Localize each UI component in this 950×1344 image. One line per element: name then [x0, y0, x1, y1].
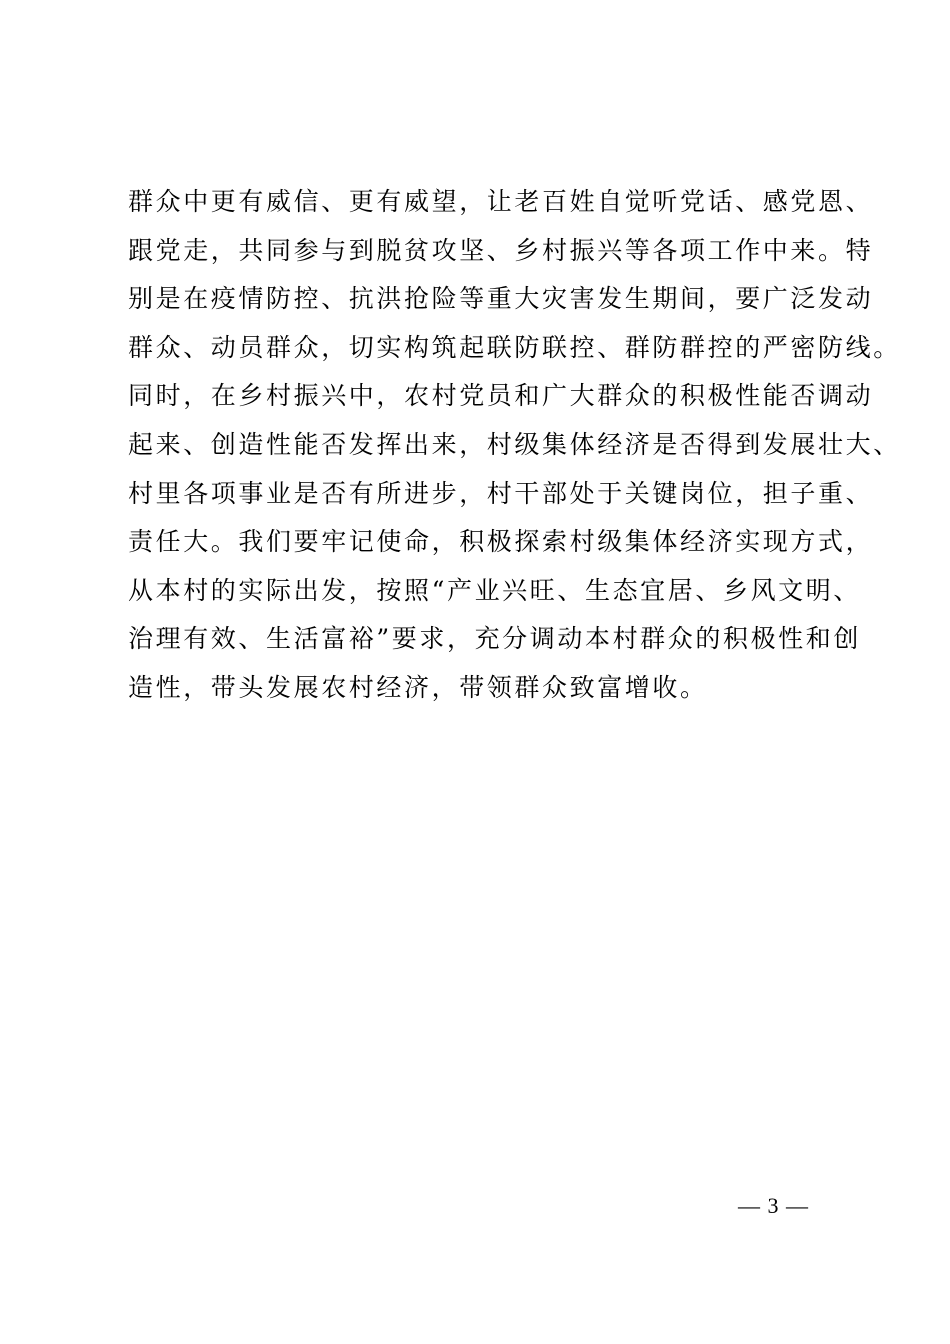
paragraph-line: 群众、动员群众，切实构筑起联防联控、群防群控的严密防线。 [128, 332, 901, 362]
paragraph-line: 跟党走，共同参与到脱贫攻坚、乡村振兴等各项工作中来。特 [128, 235, 874, 265]
paragraph-line: 造性，带头发展农村经济，带领群众致富增收。 [128, 672, 708, 702]
paragraph-line: 从本村的实际出发，按照“产业兴旺、生态宜居、乡风文明、 [128, 575, 861, 605]
paragraph-line: 村里各项事业是否有所进步，村干部处于关键岗位，担子重、 [128, 478, 874, 508]
paragraph-line: 群众中更有威信、更有威望，让老百姓自觉听党话、感党恩、 [128, 187, 874, 216]
paragraph-line: 同时，在乡村振兴中，农村党员和广大群众的积极性能否调动 [128, 381, 874, 411]
paragraph-line: 责任大。我们要牢记使命，积极探索村级集体经济实现方式， [128, 527, 874, 557]
paragraph-line: 治理有效、生活富裕”要求，充分调动本村群众的积极性和创 [128, 624, 861, 654]
paragraph-line: 别是在疫情防控、抗洪抢险等重大灾害发生期间，要广泛发动 [128, 284, 874, 314]
body-paragraph [128, 178, 901, 713]
paragraph-line: 起来、创造性能否发挥出来，村级集体经济是否得到发展壮大、 [128, 429, 901, 459]
page-number: — 3 — [738, 1193, 809, 1218]
